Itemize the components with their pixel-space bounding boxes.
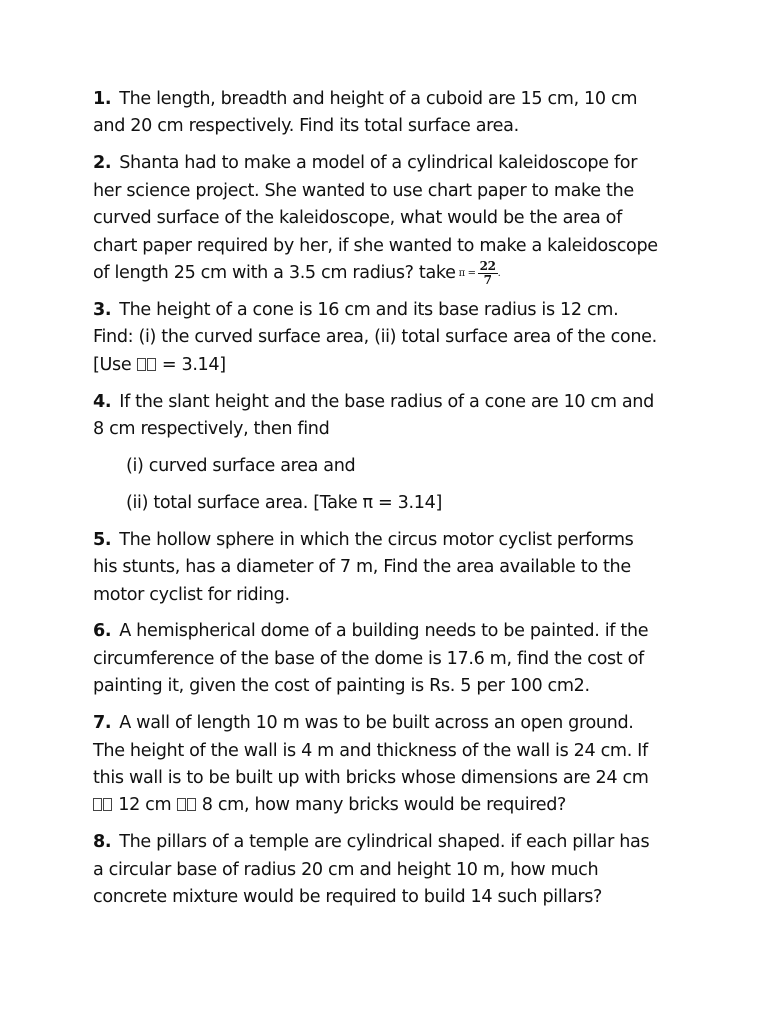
question-number: 8. <box>93 832 112 853</box>
question-text-line: The height of the wall is 4 m and thickness of the wall is 24 cm. If <box>93 740 648 761</box>
question-text-line: concrete mixture would be required to build 14 such pillars? <box>93 887 603 908</box>
sub-item: (i) curved surface area and <box>126 455 356 476</box>
question-text-line: The height of a cone is 16 cm and its base radius is 12 cm. <box>119 299 619 320</box>
question-number: 3. <box>93 299 112 320</box>
question-text-segment: of length 25 cm with a 3.5 cm radius? take <box>93 262 456 283</box>
question-text-segment: = 3.14] <box>156 354 226 375</box>
question-text-line: motor cyclist for riding. <box>93 584 290 605</box>
question-text-line <box>93 352 693 379</box>
question-text-line: his stunts, has a diameter of 7 m, Find the area available to the <box>93 557 631 578</box>
question-6 <box>93 618 693 700</box>
question-text-line: circumference of the base of the dome is 17.6 m, find the cost of <box>93 648 644 669</box>
question-number: 7. <box>93 713 112 734</box>
question-text-line: A hemispherical dome of a building needs to be painted. if the <box>119 621 649 642</box>
question-text-line: 8 cm respectively, then find <box>93 418 330 439</box>
pi-expression <box>459 260 501 287</box>
question-text-line <box>93 260 693 287</box>
question-number: 6. <box>93 621 112 642</box>
question-8 <box>93 829 693 911</box>
fraction-numerator: 22 <box>479 258 496 273</box>
question-number: 1. <box>93 89 112 109</box>
question-text-line: A wall of length 10 m was to be built across an open ground. <box>119 713 634 734</box>
question-number: 5. <box>93 529 112 550</box>
missing-glyph-icon <box>177 792 197 819</box>
question-2 <box>93 150 693 287</box>
question-text-line: chart paper required by her, if she wanted to make a kaleidoscope <box>93 235 658 256</box>
question-text-line: her science project. She wanted to use chart paper to make the <box>93 180 634 201</box>
missing-glyph-icon <box>137 352 157 379</box>
worksheet <box>93 86 693 921</box>
question-number: 4. <box>93 391 112 412</box>
question-5 <box>93 527 693 609</box>
fraction-denominator: 7 <box>483 272 492 287</box>
question-text-line: The length, breadth and height of a cuboid are 15 cm, 10 cm <box>119 89 638 109</box>
question-text-segment: [Use <box>93 354 132 375</box>
question-text-line: Find: (i) the curved surface area, (ii) total surface area of the cone. <box>93 327 657 348</box>
question-3 <box>93 297 693 379</box>
question-1 <box>93 86 693 141</box>
question-4 <box>93 389 693 444</box>
question-text-line: Shanta had to make a model of a cylindrical kaleidoscope for <box>119 153 638 174</box>
missing-glyph-icon <box>93 792 113 819</box>
fraction <box>478 260 498 287</box>
question-text-line: painting it, given the cost of painting is Rs. 5 per 100 cm2. <box>93 676 590 697</box>
question-text-segment: 12 cm <box>113 795 177 816</box>
question-text-line: a circular base of radius 20 cm and height 10 m, how much <box>93 859 599 880</box>
question-text-line: this wall is to be built up with bricks whose dimensions are 24 cm <box>93 767 649 788</box>
pi-symbol: π = <box>458 267 476 279</box>
question-text-line: and 20 cm respectively. Find its total surface area. <box>93 116 519 137</box>
question-text-line <box>93 792 693 819</box>
question-text-line: The pillars of a temple are cylindrical shaped. if each pillar has <box>119 832 650 853</box>
question-text-line: The hollow sphere in which the circus motor cyclist performs <box>119 529 634 550</box>
question-text-segment: 8 cm, how many bricks would be required? <box>196 795 567 816</box>
question-text-line: If the slant height and the base radius of a cone are 10 cm and <box>119 391 654 412</box>
question-text-line: curved surface of the kaleidoscope, what would be the area of <box>93 208 622 229</box>
end-punctuation: . <box>497 267 501 279</box>
sub-item: (ii) total surface area. [Take π = 3.14] <box>126 492 442 513</box>
question-7 <box>93 710 693 820</box>
question-number: 2. <box>93 153 112 174</box>
